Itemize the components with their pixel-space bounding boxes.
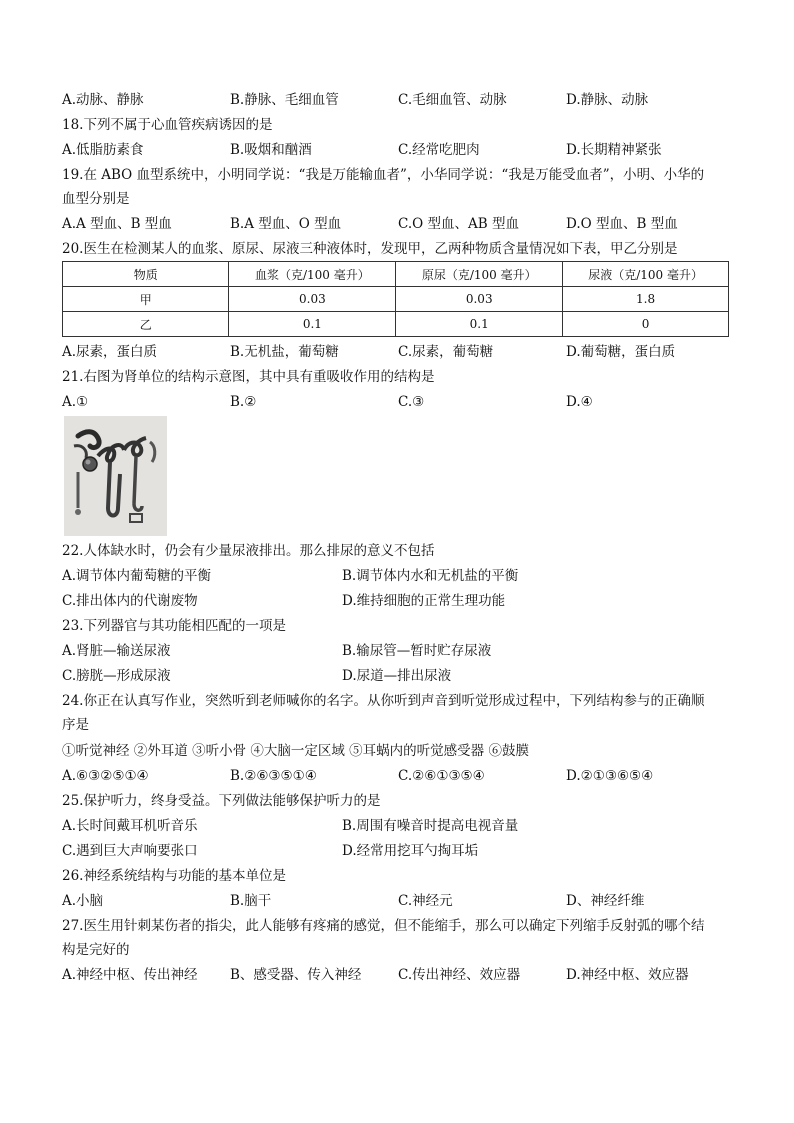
q22-options-row1 <box>62 565 732 587</box>
q22-option-d: D.维持细胞的正常生理功能 <box>342 593 506 609</box>
q24-option-b: B.②⑥③⑤①④ <box>230 768 317 784</box>
q25-option-d: D.经常用挖耳勺掏耳垢 <box>342 843 479 859</box>
q24-option-d: D.②①③⑥⑤④ <box>566 768 654 784</box>
q27-option-a: A.神经中枢、传出神经 <box>62 967 198 983</box>
q19-option-c: C.O 型血、AB 型血 <box>398 216 519 232</box>
table-cell: 0.03 <box>229 287 396 312</box>
q22-stem: 22.人体缺水时，仍会有少量尿液排出。那么排尿的意义不包括 <box>62 543 435 559</box>
table-header-row <box>63 262 729 287</box>
q27-stem-line1: 27.医生用针刺某伤者的指尖，此人能够有疼痛的感觉，但不能缩手，那么可以确定下列缩手反射弧的哪个结 <box>62 918 705 934</box>
q21-option-a: A.① <box>62 394 89 410</box>
q27-options <box>62 964 732 986</box>
q26-stem: 26.神经系统结构与功能的基本单位是 <box>62 868 286 884</box>
q24-option-c: C.②⑥①③⑤④ <box>398 768 485 784</box>
q26-option-c: C.神经元 <box>398 893 453 909</box>
q19-option-b: B.A 型血、O 型血 <box>230 216 342 232</box>
table-row <box>63 287 729 312</box>
q20-option-a: A.尿素，蛋白质 <box>62 344 158 360</box>
table-header-cell: 尿液（克/100 毫升） <box>563 262 729 287</box>
q18-options <box>62 139 732 161</box>
q25-option-b: B.周围有噪音时提高电视音量 <box>342 818 519 834</box>
q19-option-d: D.O 型血、B 型血 <box>566 216 678 232</box>
q20-option-c: C.尿素，葡萄糖 <box>398 344 494 360</box>
q22-option-b: B.调节体内水和无机盐的平衡 <box>342 568 519 584</box>
q24-option-a: A.⑥③②⑤①④ <box>62 768 149 784</box>
q18-option-b: B.吸烟和酗酒 <box>230 142 312 158</box>
q23-option-b: B.输尿管—暂时贮存尿液 <box>342 643 492 659</box>
q27-option-b: B、感受器、传入神经 <box>230 967 362 983</box>
q23-stem: 23.下列器官与其功能相匹配的一项是 <box>62 618 286 634</box>
q19-stem-line2: 血型分别是 <box>62 191 130 207</box>
q23-options-row2 <box>62 665 732 687</box>
q20-option-d: D.葡萄糖，蛋白质 <box>566 344 676 360</box>
q25-option-a: A.长时间戴耳机听音乐 <box>62 818 198 834</box>
q17-option-a: A.动脉、静脉 <box>62 92 144 108</box>
q26-option-b: B.脑干 <box>230 893 272 909</box>
nephron-diagram-icon <box>64 416 167 536</box>
q25-options-row1 <box>62 815 732 837</box>
q24-options <box>62 765 732 787</box>
table-header-cell: 血浆（克/100 毫升） <box>229 262 396 287</box>
q19-stem-line1: 19.在 ABO 血型系统中，小明同学说：“我是万能输血者”，小华同学说：“我是万能受血者”，小明、小华的 <box>62 167 705 183</box>
q17-options <box>62 89 732 111</box>
q27-option-d: D.神经中枢、效应器 <box>566 967 689 983</box>
q18-option-d: D.长期精神紧张 <box>566 142 662 158</box>
q23-option-a: A.肾脏—输送尿液 <box>62 643 171 659</box>
table-header-cell: 物质 <box>63 262 229 287</box>
q18-option-a: A.低脂肪素食 <box>62 142 144 158</box>
q24-stem-line1: 24.你正在认真写作业，突然听到老师喊你的名字。从你听到声音到听觉形成过程中，下列结构参与的正确顺 <box>62 693 705 709</box>
q20-stem: 20.医生在检测某人的血浆、原尿、尿液三种液体时，发现甲，乙两种物质含量情况如下表，甲乙分别是 <box>62 241 678 257</box>
q21-option-d: D.④ <box>566 394 593 410</box>
table-cell: 0 <box>563 312 729 337</box>
q18-option-c: C.经常吃肥肉 <box>398 142 480 158</box>
q25-option-c: C.遇到巨大声响要张口 <box>62 843 198 859</box>
q21-options <box>62 391 732 413</box>
q24-stem-line2: 序是 <box>62 717 89 733</box>
q19-option-a: A.A 型血、B 型血 <box>62 216 172 232</box>
q25-stem: 25.保护听力，终身受益。下列做法能够保护听力的是 <box>62 793 381 809</box>
q23-option-d: D.尿道—排出尿液 <box>342 668 452 684</box>
q24-items: ①听觉神经 ②外耳道 ③听小骨 ④大脑一定区域 ⑤耳蜗内的听觉感受器 ⑥鼓膜 <box>62 743 529 759</box>
table-header-cell: 原尿（克/100 毫升） <box>396 262 563 287</box>
table-cell: 0.03 <box>396 287 563 312</box>
table-cell: 乙 <box>63 312 229 337</box>
q22-option-a: A.调节体内葡萄糖的平衡 <box>62 568 212 584</box>
q20-table <box>62 261 729 337</box>
q26-options <box>62 890 732 912</box>
q22-options-row2 <box>62 590 732 612</box>
q23-option-c: C.膀胱—形成尿液 <box>62 668 171 684</box>
q23-options-row1 <box>62 640 732 662</box>
q20-option-b: B.无机盐，葡萄糖 <box>230 344 339 360</box>
q21-option-b: B.② <box>230 394 257 410</box>
table-cell: 甲 <box>63 287 229 312</box>
q20-options <box>62 341 732 363</box>
q22-option-c: C.排出体内的代谢废物 <box>62 593 198 609</box>
table-cell: 0.1 <box>229 312 396 337</box>
q26-option-d: D、神经纤维 <box>566 893 645 909</box>
q26-option-a: A.小脑 <box>62 893 104 909</box>
nephron-figure <box>64 416 167 536</box>
table-row <box>63 312 729 337</box>
table-cell: 0.1 <box>396 312 563 337</box>
q17-option-c: C.毛细血管、动脉 <box>398 92 507 108</box>
q21-option-c: C.③ <box>398 394 425 410</box>
q27-stem-line2: 构是完好的 <box>62 942 130 958</box>
q18-stem: 18.下列不属于心血管疾病诱因的是 <box>62 117 273 133</box>
q21-stem: 21.右图为肾单位的结构示意图，其中具有重吸收作用的结构是 <box>62 369 435 385</box>
q17-option-d: D.静脉、动脉 <box>566 92 649 108</box>
q17-option-b: B.静脉、毛细血管 <box>230 92 339 108</box>
table-cell: 1.8 <box>563 287 729 312</box>
q19-options <box>62 213 732 235</box>
q25-options-row2 <box>62 840 732 862</box>
q27-option-c: C.传出神经、效应器 <box>398 967 521 983</box>
